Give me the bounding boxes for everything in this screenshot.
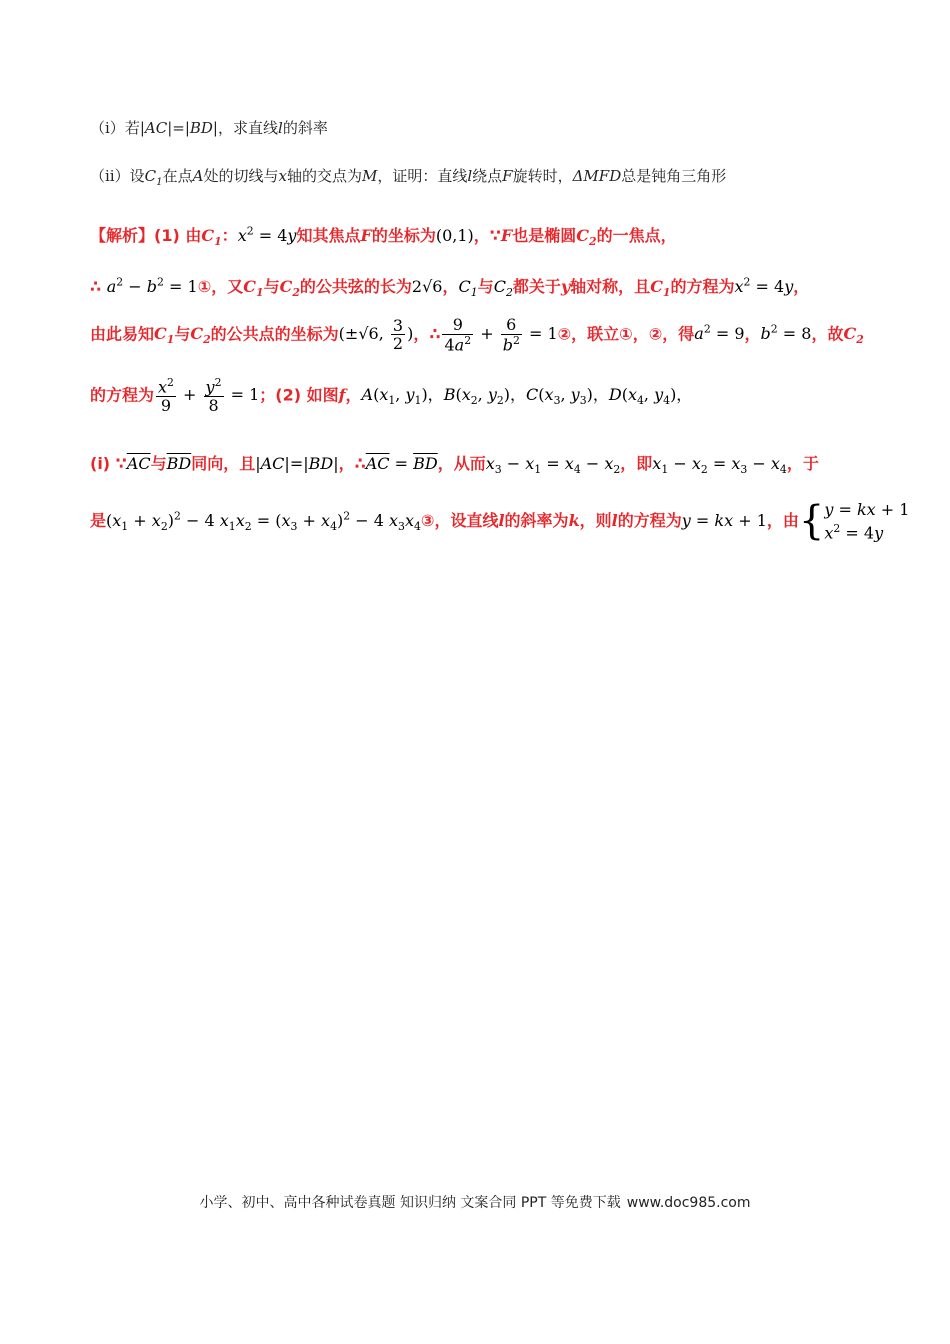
solution-tag: 【解析】 (90, 226, 155, 245)
solution-line-2: ∴ $a^2 - b^2$ = 1①，又$C_1$与$C_2$的公共弦的长为2√6，$C_1$与$C_2$都关于y轴对称，且$C_1$的方程为$x^2 = 4y$， (90, 275, 810, 300)
subquestion-i: （ⅰ）若|AC|=|BD|，求直线l的斜率 (90, 119, 328, 137)
page-footer: 小学、初中、高中各种试卷真题 知识归纳 文案合同 PPT 等免费下载 www.doc985.com (199, 1195, 751, 1211)
solution-line-1: 【解析】(1) 由$C_1$：$x^2 = 4y$知其焦点F的坐标为(0,1)，∵F也是椭圆$C_2$的一焦点， (90, 224, 677, 249)
solution-line-6: 是$(x_1 + x_2)^2 - 4$ $x_1x_2 = (x_3 + x_4)^2 - 4$ $x_3x_4③$，设直线l的斜率为k，则l的方程为y = kx + 1，由{ y = kx + 1 $x^2 = 4y$ (90, 498, 910, 545)
subquestion-ii: （ⅱ）设$C_1$在点A处的切线与x轴的交点为M，证明：直线l绕点F旋转时，ΔMFD总是钝角三角形 (90, 167, 727, 188)
solution-line-4: 的方程为 $\frac{x^2}{9}$ + $\frac{y^2}{8}$ = 1；(2) 如图f，$A(x_1$, $y_1$)，$B(x_2$, $y_2$)，$C(x_3$, $y_3$)，$D(x_4$, $y_4$)， (90, 376, 693, 415)
solution-line-3: 由此易知$C_1$与$C_2$的公共点的坐标为(±√6, $\frac{3}{2}$ )，∴ $\frac{9}{4a^2}$ + $\frac{6}{b^2}$ = 1②，联立①，②，得$a^2 = 9$，$b^2 = 8$，故$C_2$ (90, 315, 864, 354)
solution-line-5: (i) $\because\overline{AC}$与$\overline{BD}$同向，且|AC|=|BD|，$\therefore\overline{AC} = \overline{BD}$，从而$x_3 - x_1 = x_4 - x_2$，即$x_1 - x_2 = x_3 - x_4$，于 (90, 454, 819, 477)
footer-url: www.doc985.com (626, 1195, 751, 1211)
